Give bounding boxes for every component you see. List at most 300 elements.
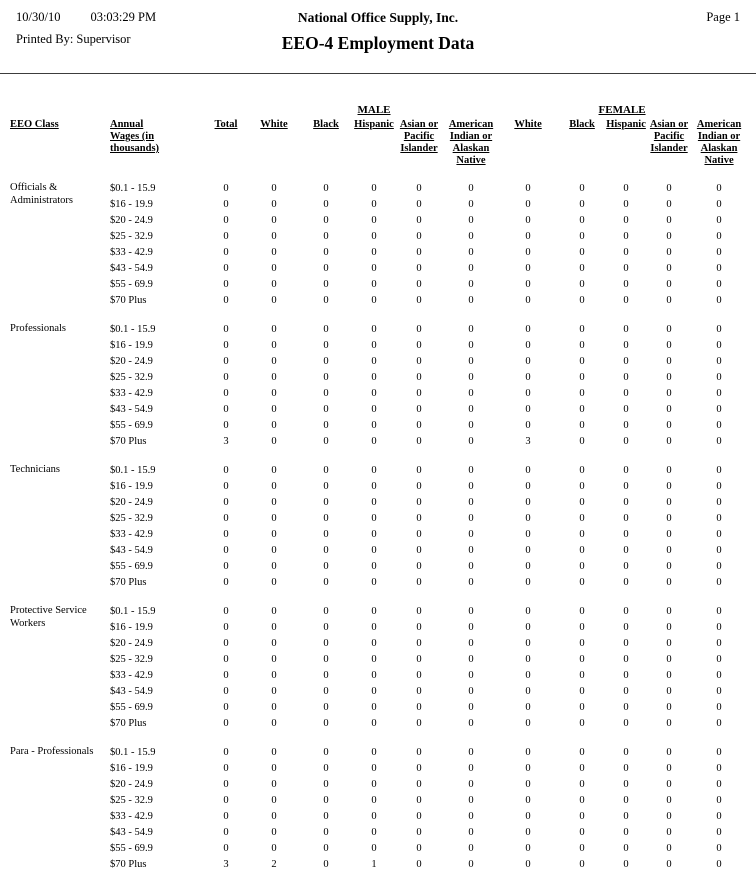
value-cell: 0	[323, 295, 329, 306]
value-cell: 0	[371, 279, 377, 290]
value-cell: 0	[468, 561, 474, 572]
value-cell: 0	[623, 183, 629, 194]
value-cell: 0	[525, 199, 531, 210]
value-cell: 0	[525, 561, 531, 572]
value-cell: 0	[371, 545, 377, 556]
value-cell: 0	[525, 420, 531, 431]
value-cell: 0	[323, 199, 329, 210]
value-cell: 0	[716, 497, 722, 508]
value-cell: 0	[323, 779, 329, 790]
value-cell: 0	[716, 702, 722, 713]
value-cell: 0	[525, 638, 531, 649]
value-cell: 0	[371, 231, 377, 242]
wage-band-label: $20 - 24.9	[110, 638, 153, 649]
value-cell: 0	[666, 356, 672, 367]
value-cell: 0	[623, 513, 629, 524]
col-header-eeo-class: EEO Class	[10, 119, 59, 130]
value-cell: 0	[371, 404, 377, 415]
column-header-row	[10, 119, 746, 177]
table-row	[10, 716, 746, 732]
value-cell: 0	[666, 545, 672, 556]
value-cell: 0	[323, 670, 329, 681]
value-cell: 0	[271, 561, 277, 572]
sex-group-header-row	[10, 104, 746, 119]
value-cell: 0	[371, 481, 377, 492]
value-cell: 0	[716, 481, 722, 492]
value-cell: 0	[716, 215, 722, 226]
value-cell: 0	[323, 372, 329, 383]
value-cell: 0	[716, 638, 722, 649]
value-cell: 0	[416, 545, 422, 556]
value-cell: 0	[666, 420, 672, 431]
value-cell: 0	[271, 436, 277, 447]
value-cell: 0	[525, 811, 531, 822]
value-cell: 0	[468, 231, 474, 242]
value-cell: 0	[623, 340, 629, 351]
table-row	[10, 777, 746, 793]
printed-by-label: Printed By:	[16, 32, 74, 46]
col-header-male-american-indian-alaskan-native: American Indian or Alaskan Native	[448, 119, 494, 166]
value-cell: 0	[716, 340, 722, 351]
company-name: National Office Supply, Inc.	[297, 10, 459, 25]
value-cell: 0	[271, 638, 277, 649]
wage-band-label: $33 - 42.9	[110, 670, 153, 681]
eeo-data-table	[10, 104, 746, 873]
value-cell: 0	[223, 718, 229, 729]
value-cell: 0	[416, 561, 422, 572]
value-cell: 0	[323, 404, 329, 415]
value-cell: 0	[716, 436, 722, 447]
value-cell: 0	[271, 279, 277, 290]
value-cell: 0	[716, 561, 722, 572]
col-header-female-white: White	[514, 119, 542, 130]
value-cell: 0	[323, 718, 329, 729]
value-cell: 0	[468, 622, 474, 633]
value-cell: 0	[579, 545, 585, 556]
report-date: 10/30/10	[16, 10, 61, 24]
value-cell: 0	[271, 420, 277, 431]
table-row	[10, 293, 746, 309]
value-cell: 0	[323, 545, 329, 556]
table-row	[10, 245, 746, 261]
value-cell: 0	[623, 247, 629, 258]
value-cell: 0	[579, 843, 585, 854]
value-cell: 0	[371, 670, 377, 681]
value-cell: 0	[416, 747, 422, 758]
value-cell: 0	[468, 529, 474, 540]
table-row	[10, 668, 746, 684]
value-cell: 0	[579, 356, 585, 367]
value-cell: 0	[623, 843, 629, 854]
value-cell: 0	[223, 497, 229, 508]
value-cell: 3	[525, 436, 531, 447]
value-cell: 0	[223, 622, 229, 633]
value-cell: 0	[371, 779, 377, 790]
wage-band-label: $33 - 42.9	[110, 388, 153, 399]
table-row	[10, 511, 746, 527]
value-cell: 0	[525, 404, 531, 415]
value-cell: 0	[223, 295, 229, 306]
value-cell: 0	[525, 513, 531, 524]
value-cell: 0	[525, 747, 531, 758]
value-cell: 0	[223, 811, 229, 822]
value-cell: 0	[579, 404, 585, 415]
value-cell: 0	[371, 324, 377, 335]
value-cell: 0	[371, 263, 377, 274]
value-cell: 0	[623, 545, 629, 556]
value-cell: 0	[271, 545, 277, 556]
value-cell: 0	[525, 247, 531, 258]
value-cell: 0	[416, 247, 422, 258]
value-cell: 0	[579, 436, 585, 447]
value-cell: 0	[666, 295, 672, 306]
value-cell: 0	[716, 372, 722, 383]
value-cell: 2	[271, 859, 277, 870]
value-cell: 0	[666, 497, 672, 508]
value-cell: 0	[468, 340, 474, 351]
table-row	[10, 575, 746, 591]
value-cell: 0	[371, 763, 377, 774]
value-cell: 0	[271, 231, 277, 242]
value-cell: 0	[416, 279, 422, 290]
value-cell: 0	[468, 497, 474, 508]
value-cell: 0	[716, 606, 722, 617]
value-cell: 0	[623, 859, 629, 870]
value-cell: 0	[223, 654, 229, 665]
value-cell: 0	[223, 247, 229, 258]
value-cell: 0	[323, 356, 329, 367]
value-cell: 0	[416, 295, 422, 306]
value-cell: 0	[271, 795, 277, 806]
value-cell: 0	[468, 686, 474, 697]
table-row	[10, 370, 746, 386]
value-cell: 0	[716, 811, 722, 822]
value-cell: 0	[579, 295, 585, 306]
value-cell: 0	[323, 481, 329, 492]
value-cell: 0	[416, 763, 422, 774]
value-cell: 0	[623, 420, 629, 431]
value-cell: 0	[579, 247, 585, 258]
value-cell: 0	[525, 529, 531, 540]
value-cell: 0	[666, 529, 672, 540]
value-cell: 0	[666, 795, 672, 806]
value-cell: 0	[416, 231, 422, 242]
value-cell: 3	[223, 859, 229, 870]
value-cell: 0	[416, 263, 422, 274]
wage-band-label: $25 - 32.9	[110, 513, 153, 524]
value-cell: 0	[579, 622, 585, 633]
value-cell: 0	[223, 670, 229, 681]
value-cell: 0	[666, 513, 672, 524]
value-cell: 0	[323, 497, 329, 508]
value-cell: 0	[525, 324, 531, 335]
value-cell: 0	[525, 295, 531, 306]
value-cell: 0	[623, 263, 629, 274]
value-cell: 0	[371, 795, 377, 806]
table-row	[10, 261, 746, 277]
value-cell: 0	[223, 231, 229, 242]
value-cell: 0	[666, 670, 672, 681]
value-cell: 0	[525, 827, 531, 838]
value-cell: 0	[371, 577, 377, 588]
value-cell: 0	[468, 638, 474, 649]
male-group-header: MALE	[357, 104, 391, 116]
value-cell: 0	[716, 388, 722, 399]
value-cell: 0	[666, 843, 672, 854]
table-row	[10, 402, 746, 418]
value-cell: 0	[468, 763, 474, 774]
value-cell: 0	[579, 199, 585, 210]
value-cell: 0	[468, 747, 474, 758]
value-cell: 0	[579, 183, 585, 194]
value-cell: 0	[371, 215, 377, 226]
value-cell: 0	[666, 436, 672, 447]
value-cell: 0	[666, 388, 672, 399]
value-cell: 0	[623, 763, 629, 774]
value-cell: 0	[525, 779, 531, 790]
value-cell: 0	[579, 686, 585, 697]
value-cell: 0	[371, 529, 377, 540]
value-cell: 0	[666, 404, 672, 415]
value-cell: 0	[223, 763, 229, 774]
value-cell: 0	[416, 702, 422, 713]
value-cell: 0	[371, 465, 377, 476]
value-cell: 0	[716, 295, 722, 306]
value-cell: 0	[371, 686, 377, 697]
col-header-female-asian-pacific-islander: Asian or Pacific Islander	[649, 119, 689, 154]
col-header-female-black: Black	[569, 119, 595, 130]
wage-band-label: $16 - 19.9	[110, 763, 153, 774]
value-cell: 0	[271, 654, 277, 665]
value-cell: 0	[323, 513, 329, 524]
value-cell: 1	[371, 859, 377, 870]
value-cell: 0	[666, 577, 672, 588]
value-cell: 0	[271, 686, 277, 697]
value-cell: 0	[416, 199, 422, 210]
value-cell: 0	[623, 577, 629, 588]
table-row	[10, 338, 746, 354]
value-cell: 0	[579, 827, 585, 838]
value-cell: 0	[525, 497, 531, 508]
value-cell: 0	[666, 263, 672, 274]
wage-band-label: $70 Plus	[110, 718, 147, 729]
value-cell: 0	[371, 718, 377, 729]
value-cell: 0	[323, 859, 329, 870]
value-cell: 0	[716, 670, 722, 681]
value-cell: 0	[623, 295, 629, 306]
value-cell: 0	[271, 811, 277, 822]
value-cell: 0	[468, 843, 474, 854]
value-cell: 0	[371, 340, 377, 351]
value-cell: 0	[271, 295, 277, 306]
group-header-spacer	[10, 104, 250, 119]
value-cell: 0	[716, 686, 722, 697]
value-cell: 0	[323, 795, 329, 806]
value-cell: 0	[468, 183, 474, 194]
value-cell: 0	[623, 670, 629, 681]
value-cell: 0	[716, 324, 722, 335]
value-cell: 0	[371, 622, 377, 633]
value-cell: 0	[416, 638, 422, 649]
wage-band-label: $20 - 24.9	[110, 356, 153, 367]
wage-band-label: $43 - 54.9	[110, 686, 153, 697]
value-cell: 0	[666, 231, 672, 242]
value-cell: 0	[323, 465, 329, 476]
value-cell: 0	[666, 763, 672, 774]
value-cell: 0	[271, 670, 277, 681]
value-cell: 0	[323, 247, 329, 258]
value-cell: 0	[223, 747, 229, 758]
wage-band-label: $0.1 - 15.9	[110, 465, 156, 476]
eeo-class-label: Protective Service Workers	[10, 605, 87, 629]
value-cell: 0	[623, 686, 629, 697]
value-cell: 0	[525, 718, 531, 729]
value-cell: 0	[416, 356, 422, 367]
value-cell: 0	[371, 372, 377, 383]
value-cell: 0	[579, 811, 585, 822]
value-cell: 0	[666, 372, 672, 383]
wage-band-label: $43 - 54.9	[110, 263, 153, 274]
value-cell: 0	[468, 404, 474, 415]
value-cell: 0	[525, 686, 531, 697]
value-cell: 0	[271, 497, 277, 508]
value-cell: 0	[623, 654, 629, 665]
value-cell: 0	[623, 199, 629, 210]
value-cell: 0	[371, 247, 377, 258]
value-cell: 0	[271, 622, 277, 633]
value-cell: 0	[468, 718, 474, 729]
value-cell: 0	[323, 263, 329, 274]
value-cell: 0	[666, 654, 672, 665]
value-cell: 0	[623, 404, 629, 415]
value-cell: 0	[666, 481, 672, 492]
value-cell: 0	[371, 654, 377, 665]
value-cell: 0	[716, 622, 722, 633]
value-cell: 0	[468, 481, 474, 492]
value-cell: 0	[323, 747, 329, 758]
value-cell: 0	[525, 465, 531, 476]
wage-band-label: $20 - 24.9	[110, 215, 153, 226]
value-cell: 0	[579, 497, 585, 508]
value-cell: 0	[468, 779, 474, 790]
value-cell: 0	[579, 231, 585, 242]
value-cell: 0	[416, 324, 422, 335]
wage-band-label: $16 - 19.9	[110, 481, 153, 492]
value-cell: 0	[271, 215, 277, 226]
wage-band-label: $25 - 32.9	[110, 654, 153, 665]
value-cell: 0	[666, 859, 672, 870]
value-cell: 0	[416, 420, 422, 431]
value-cell: 0	[468, 388, 474, 399]
value-cell: 0	[623, 702, 629, 713]
value-cell: 0	[666, 561, 672, 572]
value-cell: 0	[716, 279, 722, 290]
wage-band-label: $70 Plus	[110, 436, 147, 447]
table-row	[10, 479, 746, 495]
value-cell: 0	[271, 388, 277, 399]
value-cell: 0	[416, 513, 422, 524]
wage-band-label: $70 Plus	[110, 577, 147, 588]
wage-band-label: $16 - 19.9	[110, 340, 153, 351]
value-cell: 0	[416, 372, 422, 383]
eeo-class-label: Officials & Administrators	[10, 182, 73, 206]
wage-band-label: $0.1 - 15.9	[110, 747, 156, 758]
date-time-line	[16, 10, 156, 25]
value-cell: 0	[623, 827, 629, 838]
value-cell: 0	[416, 779, 422, 790]
report-table-body	[10, 177, 746, 873]
col-header-total: Total	[214, 119, 238, 130]
value-cell: 0	[371, 420, 377, 431]
value-cell: 0	[623, 497, 629, 508]
value-cell: 0	[416, 465, 422, 476]
value-cell: 0	[468, 859, 474, 870]
value-cell: 0	[416, 670, 422, 681]
wage-band-label: $43 - 54.9	[110, 404, 153, 415]
value-cell: 0	[223, 215, 229, 226]
value-cell: 0	[468, 436, 474, 447]
value-cell: 0	[468, 247, 474, 258]
value-cell: 0	[223, 779, 229, 790]
value-cell: 0	[525, 859, 531, 870]
value-cell: 0	[468, 263, 474, 274]
value-cell: 0	[371, 497, 377, 508]
table-row	[10, 636, 746, 652]
value-cell: 0	[371, 827, 377, 838]
value-cell: 0	[666, 686, 672, 697]
value-cell: 0	[623, 606, 629, 617]
value-cell: 0	[271, 356, 277, 367]
value-cell: 0	[371, 295, 377, 306]
value-cell: 0	[323, 843, 329, 854]
col-header-annual-wages: Annual Wages (in thousands)	[110, 119, 160, 154]
value-cell: 0	[271, 183, 277, 194]
value-cell: 0	[666, 811, 672, 822]
value-cell: 0	[623, 795, 629, 806]
value-cell: 0	[525, 545, 531, 556]
value-cell: 0	[468, 811, 474, 822]
value-cell: 0	[623, 279, 629, 290]
value-cell: 0	[666, 465, 672, 476]
wage-band-label: $25 - 32.9	[110, 231, 153, 242]
value-cell: 0	[666, 324, 672, 335]
wage-band-label: $55 - 69.9	[110, 702, 153, 713]
value-cell: 0	[468, 513, 474, 524]
wage-band-label: $55 - 69.9	[110, 420, 153, 431]
value-cell: 0	[716, 529, 722, 540]
value-cell: 0	[579, 638, 585, 649]
value-cell: 0	[716, 231, 722, 242]
value-cell: 0	[525, 356, 531, 367]
value-cell: 0	[468, 279, 474, 290]
value-cell: 0	[271, 199, 277, 210]
value-cell: 0	[579, 481, 585, 492]
table-row	[10, 857, 746, 873]
value-cell: 0	[579, 215, 585, 226]
value-cell: 0	[666, 199, 672, 210]
value-cell: 0	[323, 340, 329, 351]
report-header-left	[16, 10, 156, 47]
value-cell: 0	[371, 843, 377, 854]
wage-band-label: $0.1 - 15.9	[110, 183, 156, 194]
value-cell: 0	[416, 827, 422, 838]
value-cell: 0	[416, 436, 422, 447]
table-row	[10, 197, 746, 213]
value-cell: 0	[223, 606, 229, 617]
female-group-header: FEMALE	[598, 104, 646, 116]
eeo-class-label: Para - Professionals	[10, 746, 94, 757]
value-cell: 0	[579, 747, 585, 758]
